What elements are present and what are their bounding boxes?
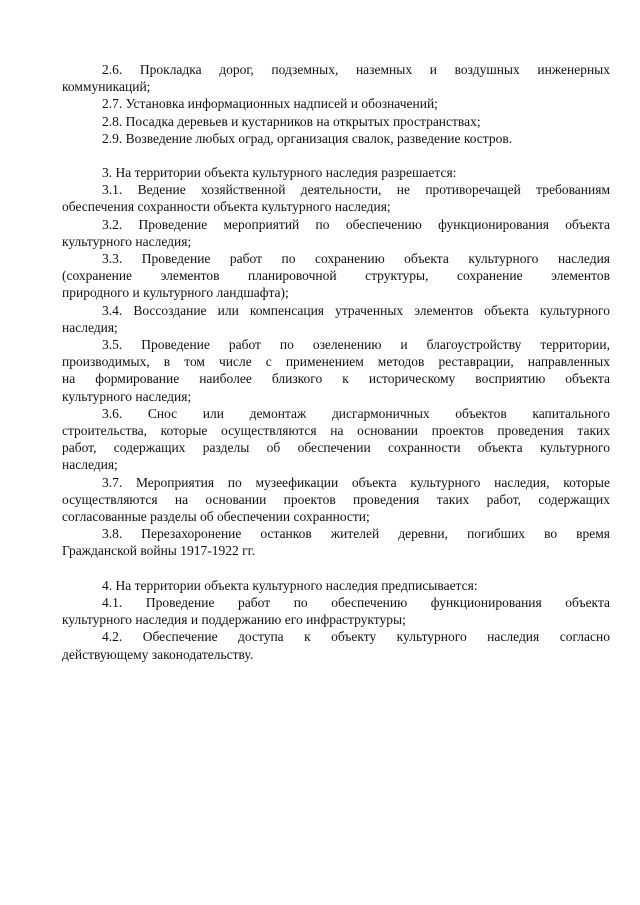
text-line: коммуникаций;: [62, 79, 151, 95]
text-line: природного и культурного ландшафта);: [62, 285, 289, 301]
text-line: 3. На территории объекта культурного наследия разрешается:: [102, 165, 457, 181]
paragraph: [62, 405, 610, 474]
text-line: Гражданской войны 1917-1922 гг.: [62, 543, 256, 559]
text-line: культурного наследия;: [62, 233, 192, 249]
text-line: 3.5. Проведение работ по озеленению и благоустройству территории,: [102, 337, 610, 353]
text-line: 3.6. Снос или демонтаж дисгармоничных объектов капитального: [102, 405, 610, 421]
paragraph: [62, 130, 610, 147]
text-line: культурного наследия и поддержанию его инфраструктуры;: [62, 612, 406, 628]
text-line: наследия;: [62, 457, 118, 473]
text-line: работ, содержащих разделы об обеспечении сохранности объекта культурного: [62, 440, 610, 456]
paragraph-gap: [62, 560, 610, 577]
text-line: 2.9. Возведение любых оград, организация свалок, разведение костров.: [102, 130, 513, 146]
paragraph-gap: [62, 147, 610, 164]
paragraph: [62, 61, 610, 95]
paragraph: [62, 474, 610, 526]
text-line: обеспечения сохранности объекта культурного наследия;: [62, 199, 391, 215]
text-line: производимых, в том числе с применением методов реставрации, направленных: [62, 354, 610, 370]
text-line: действующему законодательству.: [62, 646, 254, 662]
text-line: 3.7. Мероприятия по музеефикации объекта культурного наследия, которые: [102, 474, 610, 490]
paragraph: [62, 336, 610, 405]
text-line: 4. На территории объекта культурного наследия предписывается:: [102, 577, 478, 593]
text-line: 2.6. Прокладка дорог, подземных, наземных и воздушных инженерных: [102, 62, 610, 77]
text-line: (сохранение элементов планировочной структуры, сохранение элементов: [62, 268, 610, 284]
text-line: 3.8. Перезахоронение останков жителей деревни, погибших во время: [102, 526, 610, 542]
paragraph: [62, 525, 610, 559]
paragraph: [62, 216, 610, 250]
text-line: осуществляются на основании проектов проведения таких работ, содержащих: [62, 491, 610, 507]
paragraph: [62, 302, 610, 336]
paragraph: [62, 250, 610, 302]
text-line: на формирование наиболее близкого к историческому восприятию объекта: [62, 371, 610, 387]
text-line: наследия;: [62, 319, 118, 335]
paragraph: [62, 628, 610, 662]
text-line: строительства, которые осуществляются на основании проектов проведения таких: [62, 423, 610, 439]
paragraph: [62, 594, 610, 628]
paragraph: [62, 113, 610, 130]
text-line: 3.4. Воссоздание или компенсация утраченных элементов объекта культурного: [102, 302, 610, 318]
text-line: 3.1. Ведение хозяйственной деятельности, не противоречащей требованиям: [102, 182, 610, 198]
text-line: 2.8. Посадка деревьев и кустарников на открытых пространствах;: [102, 113, 481, 129]
text-line: 3.2. Проведение мероприятий по обеспечению функционирования объекта: [102, 216, 610, 232]
text-line: 4.1. Проведение работ по обеспечению функционирования объекта: [102, 594, 610, 610]
text-line: 3.3. Проведение работ по сохранению объекта культурного наследия: [102, 251, 610, 267]
paragraph: [62, 164, 610, 181]
paragraph: [62, 181, 610, 215]
text-line: согласованные разделы об обеспечении сохранности;: [62, 509, 370, 525]
text-line: 2.7. Установка информационных надписей и обозначений;: [102, 96, 438, 112]
document-body: [62, 61, 610, 663]
text-line: культурного наследия;: [62, 388, 192, 404]
paragraph: [62, 95, 610, 112]
paragraph: [62, 577, 610, 594]
text-line: 4.2. Обеспечение доступа к объекту культурного наследия согласно: [102, 629, 610, 645]
